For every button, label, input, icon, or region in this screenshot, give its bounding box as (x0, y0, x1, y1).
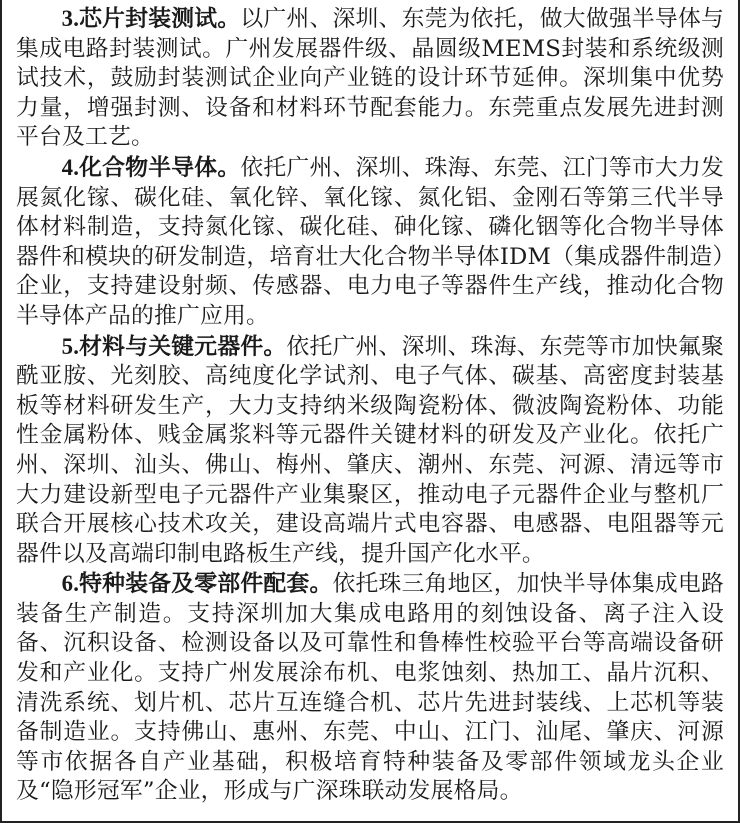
section-3-number: 3. (61, 6, 80, 31)
section-3-paragraph (16, 4, 724, 153)
section-6-number: 6. (61, 571, 80, 597)
section-4-heading: 化合物半导体。 (79, 154, 241, 181)
section-4-number: 4. (61, 154, 80, 180)
section-6-body: 依托珠三角地区，加快半导体集成电路装备生产制造。支持深圳加大集成电路用的刻蚀设备、离子注入设备、沉积设备、检测设备以及可靠性和鲁棒性校验平台等高端设备研发和产业化。支持广州发展涂布机、电浆蚀刻、热加工、晶片沉积、清洗系统、划片机、芯片互连缝合机、芯片先进封装线、上芯机等装备制造业。支持佛山、惠州、东莞、中山、江门、汕尾、肇庆、河源等市依据各自产业基础，积极培育特种装备及零部件领域龙头企业及“隐形冠军”企业，形成与广深珠联动发展格局。 (16, 571, 724, 805)
section-6-heading: 特种装备及零部件配套。 (79, 571, 333, 598)
section-6-paragraph (16, 569, 724, 807)
section-5-heading: 材料与关键元器件。 (79, 333, 287, 360)
section-3-body: 以广州、深圳、东莞为依托，做大做强半导体与集成电路封装测试。广州发展器件级、晶圆级MEMS封装和系统级测试技术，鼓励封装测试企业向产业链的设计环节延伸。深圳集中优势力量，增强封测、设备和材料环节配套能力。东莞重点发展先进封测平台及工艺。 (16, 6, 724, 151)
section-4-paragraph (16, 153, 724, 332)
section-5-body: 依托广州、深圳、珠海、东莞等市加快氟聚酰亚胺、光刻胶、高纯度化学试剂、电子气体、碳基、高密度封装基板等材料研发生产，大力支持纳米级陶瓷粉体、微波陶瓷粉体、功能性金属粉体、贱金属浆料等元器件关键材料的研发及产业化。依托广州、深圳、汕头、佛山、梅州、肇庆、潮州、东莞、河源、清远等市大力建设新型电子元器件产业集聚区，推动电子元器件企业与整机厂联合开展核心技术攻关，建设高端片式电容器、电感器、电阻器等元器件以及高端印制电路板生产线，提升国产化水平。 (16, 333, 724, 567)
section-5-number: 5. (61, 333, 80, 359)
section-4-body: 依托广州、深圳、珠海、东莞、江门等市大力发展氮化镓、碳化硅、氧化锌、氧化镓、氮化铝、金刚石等第三代半导体材料制造，支持氮化镓、碳化硅、砷化镓、磷化铟等化合物半导体器件和模块的研发制造，培育壮大化合物半导体IDM（集成器件制造）企业，支持建设射频、传感器、电力电子等器件生产线，推动化合物半导体产品的推广应用。 (16, 154, 724, 329)
section-3-heading: 芯片封装测试。 (79, 6, 241, 32)
section-5-paragraph (16, 332, 724, 570)
